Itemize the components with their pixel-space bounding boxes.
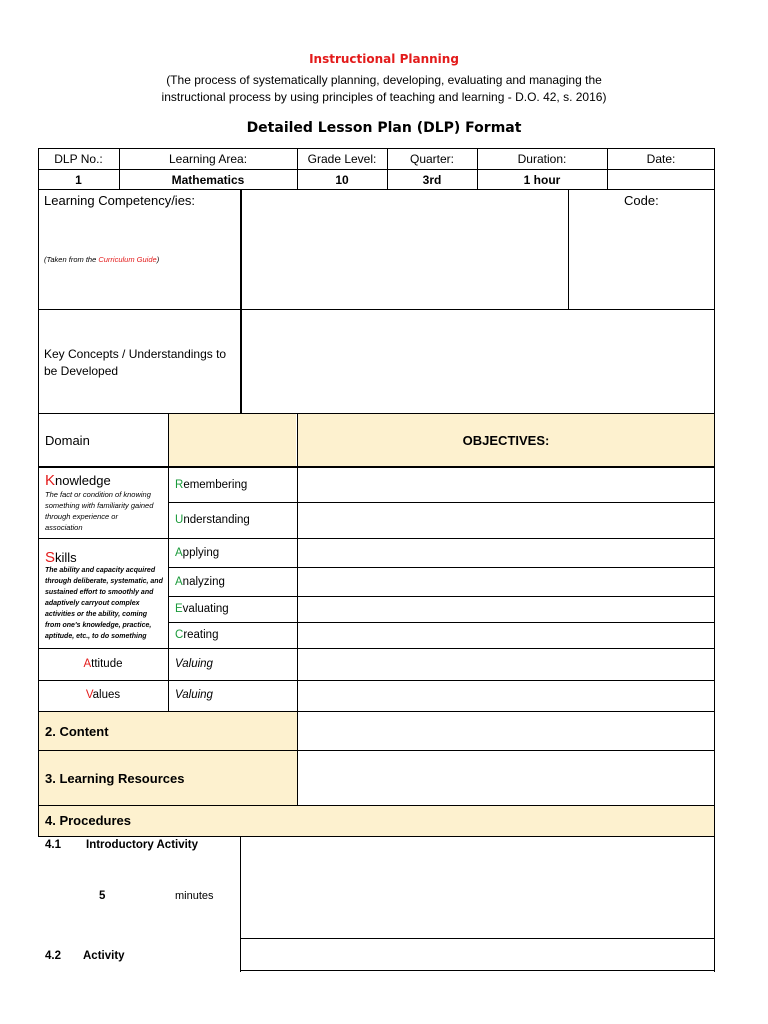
curriculum-guide-note: (Taken from the Curriculum Guide) (44, 255, 160, 264)
learning-competency-label: Learning Competency/ies: (44, 193, 196, 208)
activity-label: Activity (83, 950, 125, 962)
applying-label: Applying (175, 547, 220, 559)
analyzing-label: Analyzing (175, 576, 225, 588)
learning-area-label: Learning Area: (168, 152, 248, 166)
objective-remembering-input[interactable] (298, 468, 714, 502)
learning-resources-label: 3. Learning Resources (45, 771, 185, 786)
instructional-planning-title: Instructional Planning (309, 52, 459, 66)
domain-label: Domain (45, 433, 90, 448)
objective-evaluating-input[interactable] (298, 597, 714, 622)
header-subtitle-line2: instructional process by using principles of teaching and learning - D.O. 42, s. 2016) (161, 90, 607, 104)
objectives-label: OBJECTIVES: (462, 433, 550, 448)
intro-activity-label: Introductory Activity (86, 839, 199, 851)
content-label: 2. Content (45, 724, 109, 739)
curriculum-guide-link[interactable]: Curriculum Guide (98, 255, 157, 264)
learning-area-value[interactable]: Mathematics (171, 173, 245, 187)
dlp-no-label: DLP No.: (54, 152, 103, 166)
key-concepts-label: Key Concepts / Understandings to be Developed (44, 347, 227, 378)
creating-label: Creating (175, 629, 219, 641)
objective-understanding-input[interactable] (298, 503, 714, 538)
values-level: Valuing (175, 689, 213, 701)
grade-level-value[interactable]: 10 (335, 173, 349, 187)
activity-input[interactable] (241, 939, 714, 970)
quarter-value[interactable]: 3rd (422, 173, 442, 187)
intro-minutes-value[interactable]: 5 (99, 890, 106, 902)
attitude-label: Attitude (83, 658, 123, 670)
minutes-label: minutes (175, 890, 214, 902)
evaluating-label: Evaluating (175, 603, 229, 615)
objective-attitude-input[interactable] (298, 649, 714, 680)
knowledge-description: The fact or condition of knowing something with familiarity gained through experience or association (45, 490, 154, 532)
attitude-level: Valuing (175, 658, 213, 670)
skills-description: The ability and capacity acquired through deliberate, systematic, and sustained effort to smoothly and adaptively carryout complex activities or the ability, coming from one's knowledge, practice, aptitude, etc., to do something (45, 567, 163, 640)
objective-creating-input[interactable] (298, 623, 714, 648)
header-subtitle-line1: (The process of systematically planning, developing, evaluating and managing the (166, 73, 602, 87)
document-title: Detailed Lesson Plan (DLP) Format (246, 120, 522, 136)
learning-resources-input[interactable] (298, 751, 714, 805)
dlp-no-value[interactable]: 1 (75, 173, 82, 187)
objective-analyzing-input[interactable] (298, 568, 714, 596)
duration-value[interactable]: 1 hour (523, 173, 561, 187)
remembering-label: Remembering (175, 479, 248, 491)
values-label: Values (85, 689, 121, 701)
duration-label: Duration: (517, 152, 567, 166)
skills-heading: Skills (45, 549, 77, 566)
procedures-header (38, 805, 715, 837)
code-label: Code: (624, 193, 659, 208)
key-concepts-input-area[interactable] (242, 310, 714, 413)
activity-number: 4.2 (45, 950, 61, 962)
knowledge-heading: Knowledge (45, 472, 111, 489)
understanding-label: Understanding (175, 514, 250, 526)
intro-activity-input[interactable] (241, 837, 714, 938)
intro-activity-number: 4.1 (45, 839, 61, 851)
objective-values-input[interactable] (298, 681, 714, 711)
procedures-label: 4. Procedures (45, 813, 131, 828)
grade-level-label: Grade Level: (307, 152, 377, 166)
objective-applying-input[interactable] (298, 539, 714, 567)
quarter-label: Quarter: (409, 152, 454, 166)
date-label: Date: (646, 152, 676, 166)
competency-input-area[interactable] (242, 190, 567, 309)
content-input[interactable] (298, 712, 714, 750)
